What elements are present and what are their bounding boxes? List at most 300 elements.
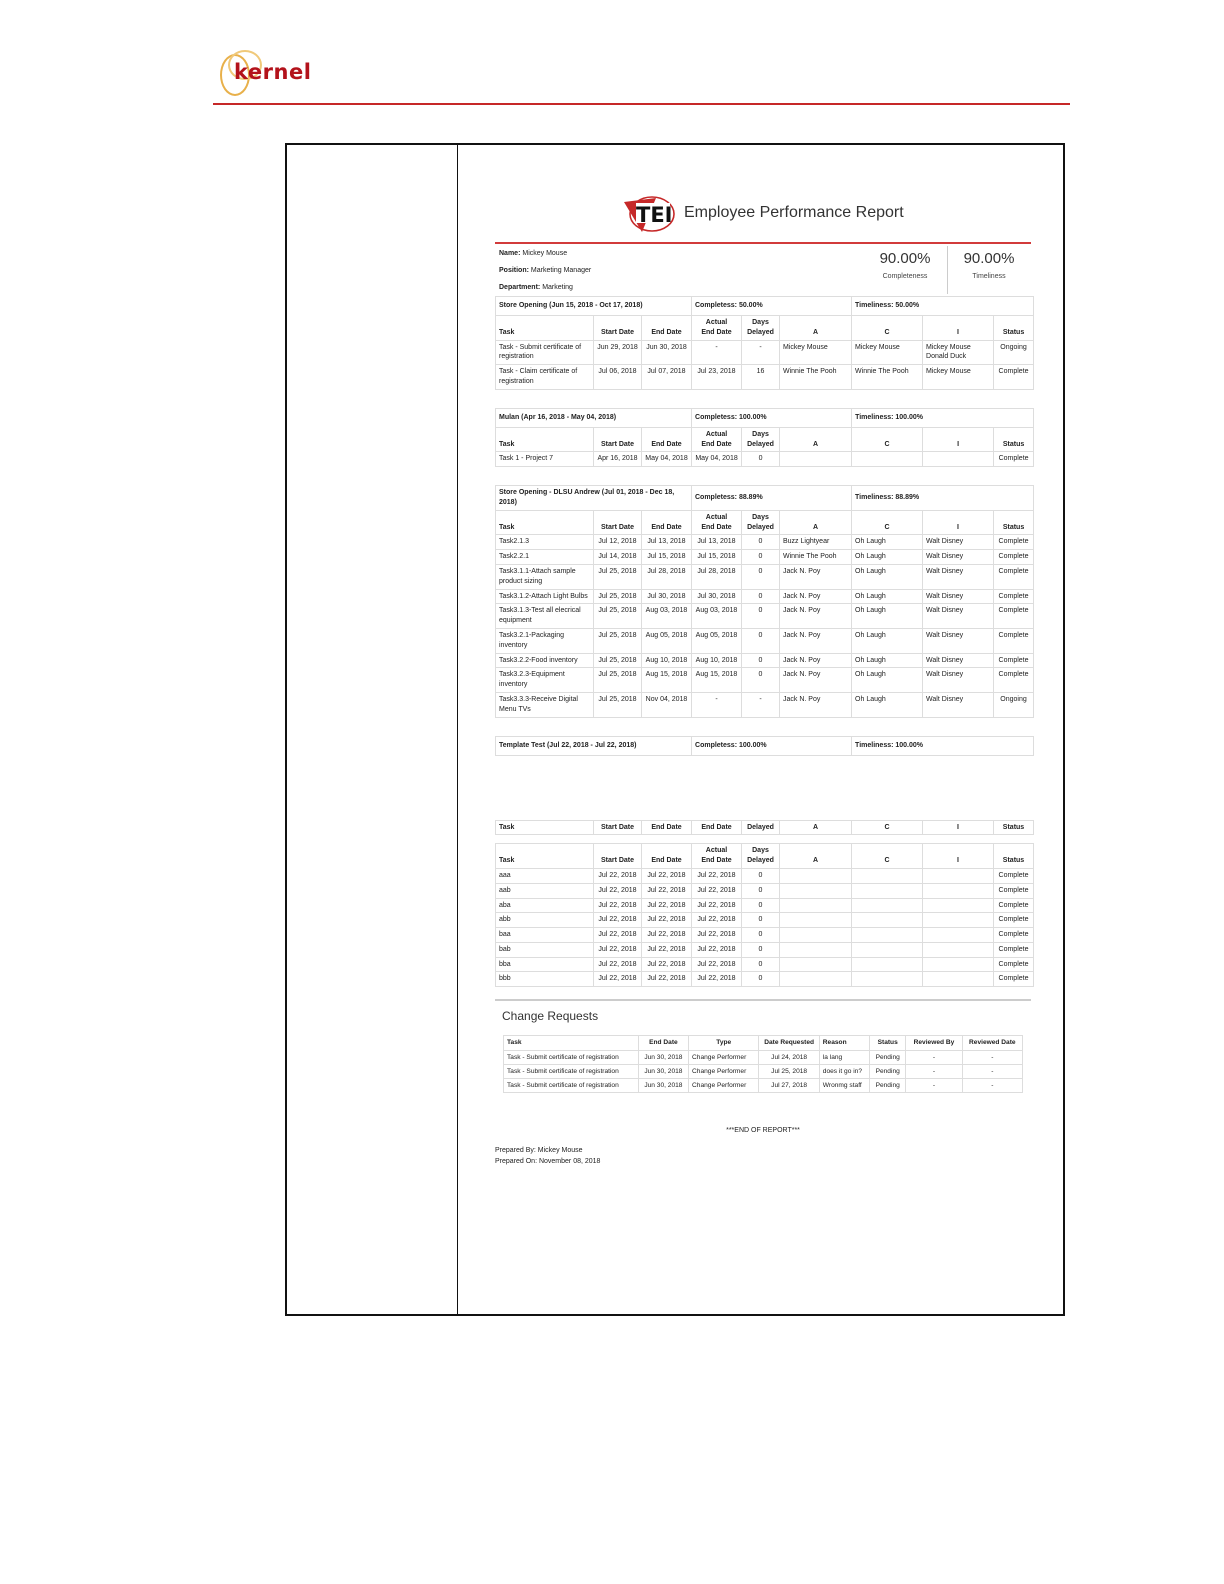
project-completeness: Completess: 100.00%	[692, 736, 852, 755]
cut-header-cell: A	[780, 820, 852, 835]
consulted: Oh Laugh	[852, 628, 923, 653]
col-header-c: C	[852, 510, 923, 535]
project-timeliness: Timeliness: 100.00%	[852, 408, 1034, 427]
cr-reviewed-by: -	[906, 1064, 962, 1078]
col-header-status: Status	[994, 844, 1034, 869]
accountable	[780, 452, 852, 467]
accountable: Winnie The Pooh	[780, 550, 852, 565]
task-name: baa	[496, 928, 594, 943]
actual-end-date: Jul 22, 2018	[692, 913, 742, 928]
table-row	[496, 589, 1034, 604]
task-status: Complete	[994, 883, 1034, 898]
cr-reason: Wronmg staff	[819, 1078, 869, 1092]
project-table	[495, 296, 1034, 390]
col-header-actual-end-date	[692, 316, 742, 341]
col-header-i: I	[923, 316, 994, 341]
informed	[923, 957, 994, 972]
task-status: Complete	[994, 898, 1034, 913]
col-header-a: A	[780, 316, 852, 341]
task-name: Task3.1.2-Attach Light Bulbs	[496, 589, 594, 604]
table-row	[496, 604, 1034, 629]
table-row	[496, 535, 1034, 550]
start-date: Jul 25, 2018	[594, 564, 642, 589]
task-status: Complete	[994, 957, 1034, 972]
actual-end-date: Jul 22, 2018	[692, 883, 742, 898]
actual-end-date: Aug 03, 2018	[692, 604, 742, 629]
actual-end-date: Aug 15, 2018	[692, 668, 742, 693]
task-name: bab	[496, 942, 594, 957]
actual-end-date: Jul 15, 2018	[692, 550, 742, 565]
project-title: Template Test (Jul 22, 2018 - Jul 22, 2018)	[496, 736, 692, 755]
accountable	[780, 913, 852, 928]
col-header-task: Task	[496, 844, 594, 869]
col-header-task: Task	[496, 427, 594, 452]
employee-department: Department: Marketing	[499, 284, 573, 291]
informed	[923, 942, 994, 957]
cut-header-cell: End Date	[692, 820, 742, 835]
days-delayed: 0	[742, 535, 780, 550]
col-header-days-delayed-line1: Days	[752, 319, 769, 326]
task-status: Complete	[994, 452, 1034, 467]
days-delayed: 0	[742, 928, 780, 943]
actual-end-date: -	[692, 692, 742, 717]
col-header-task: Task	[496, 316, 594, 341]
project-completeness: Completess: 50.00%	[692, 297, 852, 316]
project-completeness: Completess: 100.00%	[692, 408, 852, 427]
task-status: Complete	[994, 550, 1034, 565]
col-header-end-date: End Date	[642, 316, 692, 341]
cr-task: Task - Submit certificate of registration	[504, 1064, 639, 1078]
task-name: Task3.1.1-Attach sample product sizing	[496, 564, 594, 589]
accountable	[780, 972, 852, 987]
timeliness-metric	[949, 250, 1029, 280]
col-header-a: A	[780, 427, 852, 452]
accountable	[780, 928, 852, 943]
consulted	[852, 868, 923, 883]
task-status: Complete	[994, 564, 1034, 589]
task-name: Task2.2.1	[496, 550, 594, 565]
start-date: Jul 12, 2018	[594, 535, 642, 550]
days-delayed: -	[742, 692, 780, 717]
col-header-status: Status	[994, 316, 1034, 341]
cr-date-requested: Jul 25, 2018	[759, 1064, 819, 1078]
project-header	[496, 408, 1034, 427]
actual-end-date: Jul 22, 2018	[692, 942, 742, 957]
frame-divider	[457, 145, 458, 1314]
end-date: Jul 22, 2018	[642, 957, 692, 972]
cr-type: Change Performer	[689, 1064, 759, 1078]
days-delayed: 0	[742, 564, 780, 589]
days-delayed: 0	[742, 898, 780, 913]
table-row	[496, 972, 1034, 987]
svg-text:TEI: TEI	[636, 203, 673, 227]
cut-header-cell: C	[852, 820, 923, 835]
accountable: Buzz Lightyear	[780, 535, 852, 550]
end-date: Jul 22, 2018	[642, 883, 692, 898]
table-header	[496, 844, 1034, 869]
table-row	[496, 692, 1034, 717]
kernel-logo	[218, 50, 318, 96]
cr-row	[504, 1078, 1023, 1092]
report-header	[495, 190, 1031, 242]
start-date: Jul 14, 2018	[594, 550, 642, 565]
start-date: Jul 25, 2018	[594, 692, 642, 717]
informed	[923, 868, 994, 883]
col-header-i: I	[923, 427, 994, 452]
end-date: Jul 22, 2018	[642, 942, 692, 957]
accountable: Jack N. Poy	[780, 653, 852, 668]
informed	[923, 913, 994, 928]
cut-header-cell: I	[923, 820, 994, 835]
project-timeliness: Timeliness: 100.00%	[852, 736, 1034, 755]
informed	[923, 928, 994, 943]
task-status: Complete	[994, 868, 1034, 883]
days-delayed: 0	[742, 653, 780, 668]
table-header	[496, 510, 1034, 535]
employee-position: Position: Marketing Manager	[499, 267, 592, 274]
end-date: Jul 22, 2018	[642, 898, 692, 913]
informed: Walt Disney	[923, 589, 994, 604]
task-name: Task2.1.3	[496, 535, 594, 550]
task-name: Task3.1.3-Test all elecrical equipment	[496, 604, 594, 629]
cr-type: Change Performer	[689, 1050, 759, 1064]
prepared-by: Prepared By: Mickey Mouse	[495, 1147, 583, 1155]
actual-end-date: Aug 10, 2018	[692, 653, 742, 668]
start-date: Jul 22, 2018	[594, 928, 642, 943]
cr-end-date: Jun 30, 2018	[638, 1078, 688, 1092]
change-requests-title: Change Requests	[502, 1009, 599, 1024]
header-rule	[213, 103, 1070, 105]
end-date: Jul 28, 2018	[642, 564, 692, 589]
cr-reason: la lang	[819, 1050, 869, 1064]
col-header-c: C	[852, 427, 923, 452]
days-delayed: 0	[742, 942, 780, 957]
cr-end-date: Jun 30, 2018	[638, 1050, 688, 1064]
accountable	[780, 883, 852, 898]
col-header-actual-end-date	[692, 427, 742, 452]
cr-date-requested: Jul 24, 2018	[759, 1050, 819, 1064]
task-status: Complete	[994, 589, 1034, 604]
accountable: Jack N. Poy	[780, 564, 852, 589]
task-status: Complete	[994, 668, 1034, 693]
col-header-actual-end-date-line1: Actual	[705, 430, 728, 438]
end-date: Jul 22, 2018	[642, 972, 692, 987]
consulted: Oh Laugh	[852, 692, 923, 717]
days-delayed: 0	[742, 868, 780, 883]
table-row	[496, 942, 1034, 957]
consulted: Oh Laugh	[852, 550, 923, 565]
consulted: Mickey Mouse	[852, 340, 923, 365]
col-header-days-delayed-line1: Days	[752, 430, 769, 438]
project-header	[496, 297, 1034, 316]
informed: Walt Disney	[923, 564, 994, 589]
task-status: Complete	[994, 604, 1034, 629]
cr-type: Change Performer	[689, 1078, 759, 1092]
end-date: Jul 22, 2018	[642, 868, 692, 883]
task-name: Task3.3.3-Receive Digital Menu TVs	[496, 692, 594, 717]
col-header-actual-end-date-line2: End Date	[701, 328, 732, 336]
days-delayed: 0	[742, 913, 780, 928]
task-status: Complete	[994, 942, 1034, 957]
accountable: Jack N. Poy	[780, 604, 852, 629]
change-requests-table	[503, 1035, 1023, 1093]
accountable: Winnie The Pooh	[780, 365, 852, 390]
consulted: Oh Laugh	[852, 535, 923, 550]
table-row	[496, 898, 1034, 913]
days-delayed: 0	[742, 972, 780, 987]
days-delayed: 0	[742, 604, 780, 629]
consulted: Oh Laugh	[852, 564, 923, 589]
col-header-days-delayed-line2: Delayed	[747, 440, 774, 448]
col-header-c: C	[852, 316, 923, 341]
cr-col-header: Type	[689, 1036, 759, 1050]
task-status: Complete	[994, 653, 1034, 668]
cut-header-cell: Status	[994, 820, 1034, 835]
project-completeness: Completess: 88.89%	[692, 486, 852, 511]
end-of-report: ***END OF REPORT***	[726, 1127, 800, 1135]
section-gap	[495, 390, 1031, 408]
end-date: May 04, 2018	[642, 452, 692, 467]
start-date: Jul 22, 2018	[594, 942, 642, 957]
cr-col-header: Reviewed By	[906, 1036, 962, 1050]
col-header-days-delayed	[742, 510, 780, 535]
informed: Walt Disney	[923, 653, 994, 668]
timeliness-label: Timeliness	[972, 273, 1006, 280]
col-header-a: A	[780, 510, 852, 535]
end-date: Jul 22, 2018	[642, 913, 692, 928]
actual-end-date: Jul 13, 2018	[692, 535, 742, 550]
days-delayed: 0	[742, 589, 780, 604]
cr-col-header: End Date	[638, 1036, 688, 1050]
col-header-actual-end-date	[692, 510, 742, 535]
project-title: Store Opening - DLSU Andrew (Jul 01, 2018 - Dec 18, 2018)	[496, 486, 692, 511]
table-row	[496, 913, 1034, 928]
table-header	[496, 427, 1034, 452]
days-delayed: 0	[742, 957, 780, 972]
task-name: aab	[496, 883, 594, 898]
project-header	[496, 486, 1034, 511]
start-date: Jul 22, 2018	[594, 913, 642, 928]
cut-header-cell: Task	[496, 820, 594, 835]
days-delayed: 0	[742, 668, 780, 693]
consulted: Oh Laugh	[852, 589, 923, 604]
task-status: Complete	[994, 365, 1034, 390]
col-header-days-delayed-line2: Delayed	[747, 328, 774, 336]
cr-end-date: Jun 30, 2018	[638, 1064, 688, 1078]
cr-status: Pending	[870, 1064, 906, 1078]
consulted: Oh Laugh	[852, 653, 923, 668]
col-header-a: A	[780, 844, 852, 869]
start-date: Jun 29, 2018	[594, 340, 642, 365]
employee-info	[495, 244, 1031, 296]
table-row	[496, 340, 1034, 365]
cr-reviewed-date: -	[962, 1050, 1022, 1064]
col-header-actual-end-date-line2: End Date	[701, 857, 732, 865]
start-date: Jul 25, 2018	[594, 589, 642, 604]
cr-reason: does it go in?	[819, 1064, 869, 1078]
actual-end-date: -	[692, 340, 742, 365]
table-row	[496, 365, 1034, 390]
col-header-start-date: Start Date	[594, 427, 642, 452]
start-date: Jul 22, 2018	[594, 972, 642, 987]
logo-text: kernel	[234, 60, 312, 84]
days-delayed: -	[742, 340, 780, 365]
table-row	[496, 928, 1034, 943]
cr-col-header: Task	[504, 1036, 639, 1050]
table-row	[496, 868, 1034, 883]
task-status: Complete	[994, 972, 1034, 987]
informed: Mickey Mouse	[923, 365, 994, 390]
col-header-actual-end-date-line1: Actual	[705, 513, 728, 521]
col-header-days-delayed-line1: Days	[752, 513, 769, 521]
start-date: Jul 22, 2018	[594, 898, 642, 913]
cut-header-table	[495, 820, 1034, 836]
end-date: Aug 05, 2018	[642, 628, 692, 653]
project-table	[495, 408, 1034, 467]
completeness-metric	[865, 250, 945, 280]
cr-task: Task - Submit certificate of registration	[504, 1050, 639, 1064]
end-date: Jul 22, 2018	[642, 928, 692, 943]
start-date: Jul 22, 2018	[594, 883, 642, 898]
actual-end-date: Jul 23, 2018	[692, 365, 742, 390]
cr-col-header: Status	[870, 1036, 906, 1050]
table-row	[496, 452, 1034, 467]
days-delayed: 16	[742, 365, 780, 390]
start-date: Jul 25, 2018	[594, 604, 642, 629]
template-test-tasks	[495, 843, 1034, 987]
cr-row	[504, 1064, 1023, 1078]
cr-col-header: Date Requested	[759, 1036, 819, 1050]
col-header-end-date: End Date	[642, 844, 692, 869]
task-name: bba	[496, 957, 594, 972]
col-header-status: Status	[994, 427, 1034, 452]
end-date: Aug 03, 2018	[642, 604, 692, 629]
actual-end-date: Jul 28, 2018	[692, 564, 742, 589]
task-status: Complete	[994, 913, 1034, 928]
start-date: Jul 25, 2018	[594, 668, 642, 693]
task-name: Task - Claim certificate of registration	[496, 365, 594, 390]
informed: Walt Disney	[923, 668, 994, 693]
consulted	[852, 928, 923, 943]
task-name: bbb	[496, 972, 594, 987]
project-title: Mulan (Apr 16, 2018 - May 04, 2018)	[496, 408, 692, 427]
table-row	[496, 564, 1034, 589]
cr-reviewed-date: -	[962, 1064, 1022, 1078]
col-header-start-date: Start Date	[594, 844, 642, 869]
table-row	[496, 883, 1034, 898]
col-header-days-delayed	[742, 427, 780, 452]
employee-name: Name: Mickey Mouse	[499, 250, 568, 257]
col-header-actual-end-date-line2: End Date	[701, 440, 732, 448]
col-header-start-date: Start Date	[594, 316, 642, 341]
table-row	[496, 653, 1034, 668]
col-header-actual-end-date	[692, 844, 742, 869]
col-header-days-delayed-line2: Delayed	[747, 523, 774, 531]
accountable: Jack N. Poy	[780, 628, 852, 653]
consulted	[852, 898, 923, 913]
project-timeliness: Timeliness: 88.89%	[852, 486, 1034, 511]
col-header-i: I	[923, 510, 994, 535]
table-header-cut	[496, 820, 1034, 835]
section-gap	[495, 718, 1031, 736]
consulted	[852, 972, 923, 987]
task-status: Complete	[994, 628, 1034, 653]
consulted: Winnie The Pooh	[852, 365, 923, 390]
start-date: Apr 16, 2018	[594, 452, 642, 467]
cr-reviewed-date: -	[962, 1078, 1022, 1092]
table-row	[496, 550, 1034, 565]
end-date: Nov 04, 2018	[642, 692, 692, 717]
days-delayed: 0	[742, 883, 780, 898]
informed	[923, 972, 994, 987]
completeness-label: Completeness	[882, 273, 928, 280]
cr-col-header: Reason	[819, 1036, 869, 1050]
consulted	[852, 957, 923, 972]
actual-end-date: Jul 30, 2018	[692, 589, 742, 604]
consulted	[852, 452, 923, 467]
col-header-c: C	[852, 844, 923, 869]
end-date: Jul 07, 2018	[642, 365, 692, 390]
table-row	[496, 628, 1034, 653]
informed: Walt Disney	[923, 628, 994, 653]
days-delayed: 0	[742, 550, 780, 565]
actual-end-date: Jul 22, 2018	[692, 868, 742, 883]
end-date: Jul 15, 2018	[642, 550, 692, 565]
prepared-info	[495, 1146, 1031, 1167]
cut-header-cell: End Date	[642, 820, 692, 835]
informed: Walt Disney	[923, 604, 994, 629]
accountable	[780, 868, 852, 883]
section-gap	[495, 467, 1031, 485]
timeliness-value: 90.00%	[963, 250, 1015, 267]
completeness-value: 90.00%	[879, 250, 931, 267]
consulted	[852, 942, 923, 957]
days-delayed: 0	[742, 628, 780, 653]
end-date: Aug 15, 2018	[642, 668, 692, 693]
task-name: Task - Submit certificate of registration	[496, 340, 594, 365]
consulted	[852, 913, 923, 928]
actual-end-date: Jul 22, 2018	[692, 898, 742, 913]
task-name: abb	[496, 913, 594, 928]
tei-logo-icon	[622, 194, 678, 234]
informed: Walt Disney	[923, 550, 994, 565]
accountable: Jack N. Poy	[780, 692, 852, 717]
accountable: Jack N. Poy	[780, 668, 852, 693]
cr-header-row	[504, 1036, 1023, 1050]
report-document	[495, 190, 1031, 1167]
col-header-task: Task	[496, 510, 594, 535]
informed: Walt Disney	[923, 692, 994, 717]
col-header-end-date: End Date	[642, 510, 692, 535]
col-header-actual-end-date-line1: Actual	[705, 847, 728, 855]
col-header-days-delayed	[742, 844, 780, 869]
project-template-test	[495, 736, 1034, 756]
informed: Walt Disney	[923, 535, 994, 550]
start-date: Jul 22, 2018	[594, 957, 642, 972]
project-timeliness: Timeliness: 50.00%	[852, 297, 1034, 316]
table-header	[496, 316, 1034, 341]
actual-end-date: Jul 22, 2018	[692, 972, 742, 987]
end-date: Jul 13, 2018	[642, 535, 692, 550]
cr-status: Pending	[870, 1078, 906, 1092]
days-delayed: 0	[742, 452, 780, 467]
task-name: Task3.2.3-Equipment inventory	[496, 668, 594, 693]
metric-divider	[947, 246, 948, 294]
task-name: Task 1 - Project 7	[496, 452, 594, 467]
consulted: Oh Laugh	[852, 668, 923, 693]
prepared-on: Prepared On: November 08, 2018	[495, 1157, 601, 1165]
table-row	[496, 957, 1034, 972]
